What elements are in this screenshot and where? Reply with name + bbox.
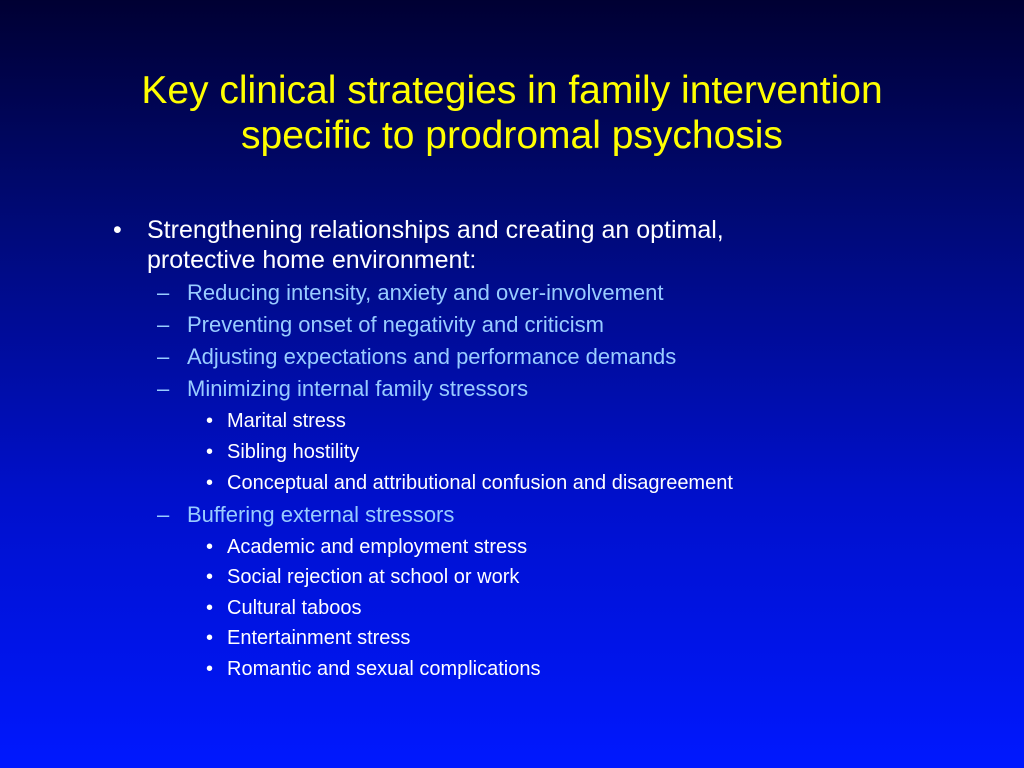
detail-conceptual-confusion: Conceptual and attributional confusion and disagreement <box>227 472 733 494</box>
detail-marital-stress: Marital stress <box>227 410 346 432</box>
sub-point-reducing-intensity: Reducing intensity, anxiety and over-involvement <box>187 280 664 305</box>
detail-marker: • <box>206 410 214 432</box>
detail-marker: • <box>206 472 214 494</box>
detail-marker: • <box>206 627 214 649</box>
detail-academic-stress: Academic and employment stress <box>227 536 528 558</box>
detail-marker: • <box>206 441 214 463</box>
slide-title-line-1: Key clinical strategies in family intervention <box>141 69 883 112</box>
sub-point-preventing-negativity: Preventing onset of negativity and criticism <box>187 312 604 337</box>
detail-entertainment-stress: Entertainment stress <box>227 627 411 649</box>
detail-marker: • <box>206 658 214 680</box>
sub-point-external-stressors: Buffering external stressors <box>187 502 455 527</box>
detail-cultural-taboos: Cultural taboos <box>227 597 362 619</box>
main-bullet-marker: • <box>113 216 122 244</box>
detail-marker: • <box>206 536 214 558</box>
detail-marker: • <box>206 597 214 619</box>
main-bullet-line-1: Strengthening relationships and creating an optimal, <box>147 216 724 244</box>
sub-point-marker: – <box>157 280 170 305</box>
detail-marker: • <box>206 566 214 588</box>
sub-point-marker: – <box>157 502 170 527</box>
sub-point-internal-stressors: Minimizing internal family stressors <box>187 376 529 401</box>
sub-point-adjusting-expectations: Adjusting expectations and performance demands <box>187 344 677 369</box>
sub-point-marker: – <box>157 376 170 401</box>
sub-point-marker: – <box>157 312 170 337</box>
detail-sibling-hostility: Sibling hostility <box>227 441 360 463</box>
sub-point-marker: – <box>157 344 170 369</box>
main-bullet-line-2: protective home environment: <box>147 246 477 274</box>
detail-social-rejection: Social rejection at school or work <box>227 566 520 588</box>
slide-title-line-2: specific to prodromal psychosis <box>241 114 783 157</box>
detail-romantic-complications: Romantic and sexual complications <box>227 658 541 680</box>
